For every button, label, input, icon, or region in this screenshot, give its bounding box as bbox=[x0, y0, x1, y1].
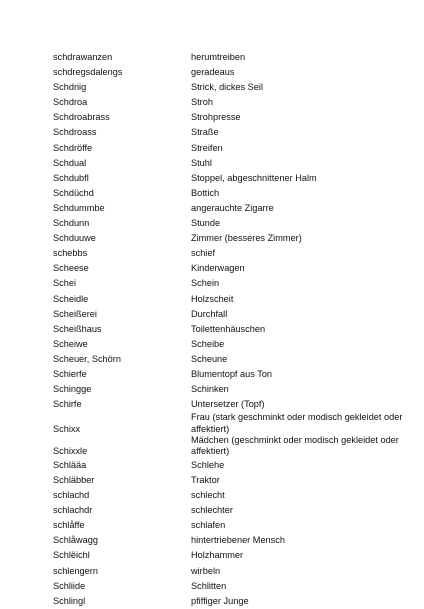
glossary-row bbox=[53, 141, 413, 156]
glossary-row bbox=[53, 579, 413, 594]
glossary-term: Schdröffe bbox=[53, 142, 93, 153]
glossary-row bbox=[53, 564, 413, 579]
glossary-term: Schixxle bbox=[53, 446, 88, 457]
glossary-term: Scheuer, Schörn bbox=[53, 353, 121, 364]
glossary-row bbox=[53, 186, 413, 201]
glossary-row bbox=[53, 382, 413, 397]
glossary-term: Schdual bbox=[53, 157, 87, 168]
glossary-row bbox=[53, 397, 413, 412]
glossary-definition: Blumentopf aus Ton bbox=[191, 368, 273, 379]
glossary-definition: schief bbox=[191, 248, 216, 259]
glossary-row bbox=[53, 458, 413, 473]
glossary-definition: Kinderwagen bbox=[191, 263, 245, 274]
glossary-row bbox=[53, 216, 413, 231]
glossary-definition: pfiffiger Junge bbox=[191, 595, 249, 606]
glossary-row bbox=[53, 276, 413, 291]
glossary-term: Scheese bbox=[53, 263, 89, 274]
glossary-row bbox=[53, 435, 413, 458]
glossary-term: Schirfe bbox=[53, 399, 82, 410]
glossary-definition: Scheibe bbox=[191, 338, 225, 349]
glossary-term: Scheiwe bbox=[53, 338, 88, 349]
glossary-term: Schlingl bbox=[53, 595, 86, 606]
glossary-definition: Untersetzer (Topf) bbox=[191, 399, 265, 410]
glossary-definition: Stuhl bbox=[191, 157, 212, 168]
glossary-definition: Mädchen (geschminkt oder modisch gekleidet oder affektiert) bbox=[191, 435, 399, 457]
glossary-term: Schingge bbox=[53, 384, 92, 395]
glossary-row bbox=[53, 171, 413, 186]
glossary-definition: Holzscheit bbox=[191, 293, 234, 304]
glossary-term: Schixx bbox=[53, 423, 81, 434]
glossary-row bbox=[53, 322, 413, 337]
glossary-definition: Holzhammer bbox=[191, 550, 244, 561]
glossary-term: schlåffe bbox=[53, 520, 85, 531]
glossary-definition: Schein bbox=[191, 278, 220, 289]
glossary-row bbox=[53, 156, 413, 171]
glossary-row bbox=[53, 518, 413, 533]
glossary-definition: Schlehe bbox=[191, 459, 225, 470]
glossary-definition: schlecht bbox=[191, 490, 225, 501]
glossary-term: schlachdr bbox=[53, 505, 93, 516]
glossary-term: Schlääa bbox=[53, 459, 87, 470]
glossary-term: Schlëichl bbox=[53, 550, 90, 561]
glossary-definition: Strick, dickes Seil bbox=[191, 82, 263, 93]
glossary-row bbox=[53, 503, 413, 518]
glossary-row bbox=[53, 488, 413, 503]
glossary-definition: Toilettenhäuschen bbox=[191, 323, 266, 334]
glossary-term: Schei bbox=[53, 278, 76, 289]
glossary-term: Schdubfl bbox=[53, 172, 89, 183]
glossary-row bbox=[53, 594, 413, 609]
glossary-definition: Schlitten bbox=[191, 580, 227, 591]
glossary-term: Scheißerei bbox=[53, 308, 97, 319]
glossary-row bbox=[53, 201, 413, 216]
glossary-definition: Stroh bbox=[191, 97, 213, 108]
glossary-definition: Frau (stark geschminkt oder modisch gekleidet oder affektiert) bbox=[191, 412, 403, 434]
glossary-term: Schdroabrass bbox=[53, 112, 110, 123]
glossary-definition: Stoppel, abgeschnittener Halm bbox=[191, 172, 317, 183]
glossary-term: schdrawanzen bbox=[53, 52, 113, 62]
glossary-row bbox=[53, 231, 413, 246]
glossary-term: Schdunn bbox=[53, 218, 90, 229]
glossary-definition: wirbeln bbox=[191, 565, 221, 576]
glossary-row bbox=[53, 65, 413, 80]
glossary-term: Schierfe bbox=[53, 368, 87, 379]
glossary-term: Scheißhaus bbox=[53, 323, 102, 334]
glossary-row bbox=[53, 125, 413, 140]
glossary-definition: herumtreiben bbox=[191, 52, 246, 62]
glossary-definition: Bottich bbox=[191, 187, 220, 198]
glossary-row bbox=[53, 307, 413, 322]
glossary-term: Scheidle bbox=[53, 293, 89, 304]
glossary-term: schlengern bbox=[53, 565, 98, 576]
glossary-term: Schdroass bbox=[53, 127, 97, 138]
glossary-row bbox=[53, 352, 413, 367]
glossary-term: Schdroa bbox=[53, 97, 88, 108]
glossary-row bbox=[53, 292, 413, 307]
glossary-list bbox=[53, 50, 413, 609]
glossary-definition: angerauchte Zigarre bbox=[191, 202, 274, 213]
glossary-definition: Straße bbox=[191, 127, 219, 138]
glossary-definition: geradeaus bbox=[191, 67, 235, 78]
glossary-definition: Scheune bbox=[191, 353, 228, 364]
glossary-row bbox=[53, 50, 413, 65]
glossary-row bbox=[53, 80, 413, 95]
glossary-definition: hintertriebener Mensch bbox=[191, 535, 285, 546]
glossary-term: Schdummbe bbox=[53, 202, 105, 213]
glossary-term: Schlåwagg bbox=[53, 535, 98, 546]
glossary-definition: Traktor bbox=[191, 474, 220, 485]
glossary-definition: schlafen bbox=[191, 520, 226, 531]
glossary-row bbox=[53, 246, 413, 261]
glossary-term: schlachd bbox=[53, 490, 90, 501]
glossary-row bbox=[53, 473, 413, 488]
glossary-definition: Zimmer (besseres Zimmer) bbox=[191, 233, 302, 244]
glossary-term: schdregsdalengs bbox=[53, 67, 123, 78]
glossary-term: Schdüchd bbox=[53, 187, 94, 198]
glossary-row bbox=[53, 367, 413, 382]
glossary-row bbox=[53, 412, 413, 435]
glossary-term: Schläbber bbox=[53, 474, 95, 485]
glossary-row bbox=[53, 261, 413, 276]
glossary-definition: Stunde bbox=[191, 218, 221, 229]
glossary-term: schebbs bbox=[53, 248, 88, 259]
glossary-term: Schduuwe bbox=[53, 233, 96, 244]
glossary-row bbox=[53, 337, 413, 352]
glossary-row bbox=[53, 95, 413, 110]
glossary-definition: Schinken bbox=[191, 384, 229, 395]
glossary-row bbox=[53, 548, 413, 563]
glossary-term: Schdriig bbox=[53, 82, 87, 93]
glossary-definition: Streifen bbox=[191, 142, 223, 153]
glossary-definition: Durchfall bbox=[191, 308, 228, 319]
glossary-row bbox=[53, 110, 413, 125]
glossary-definition: Strohpresse bbox=[191, 112, 241, 123]
glossary-row bbox=[53, 533, 413, 548]
glossary-definition: schlechter bbox=[191, 505, 233, 516]
glossary-term: Schliide bbox=[53, 580, 86, 591]
